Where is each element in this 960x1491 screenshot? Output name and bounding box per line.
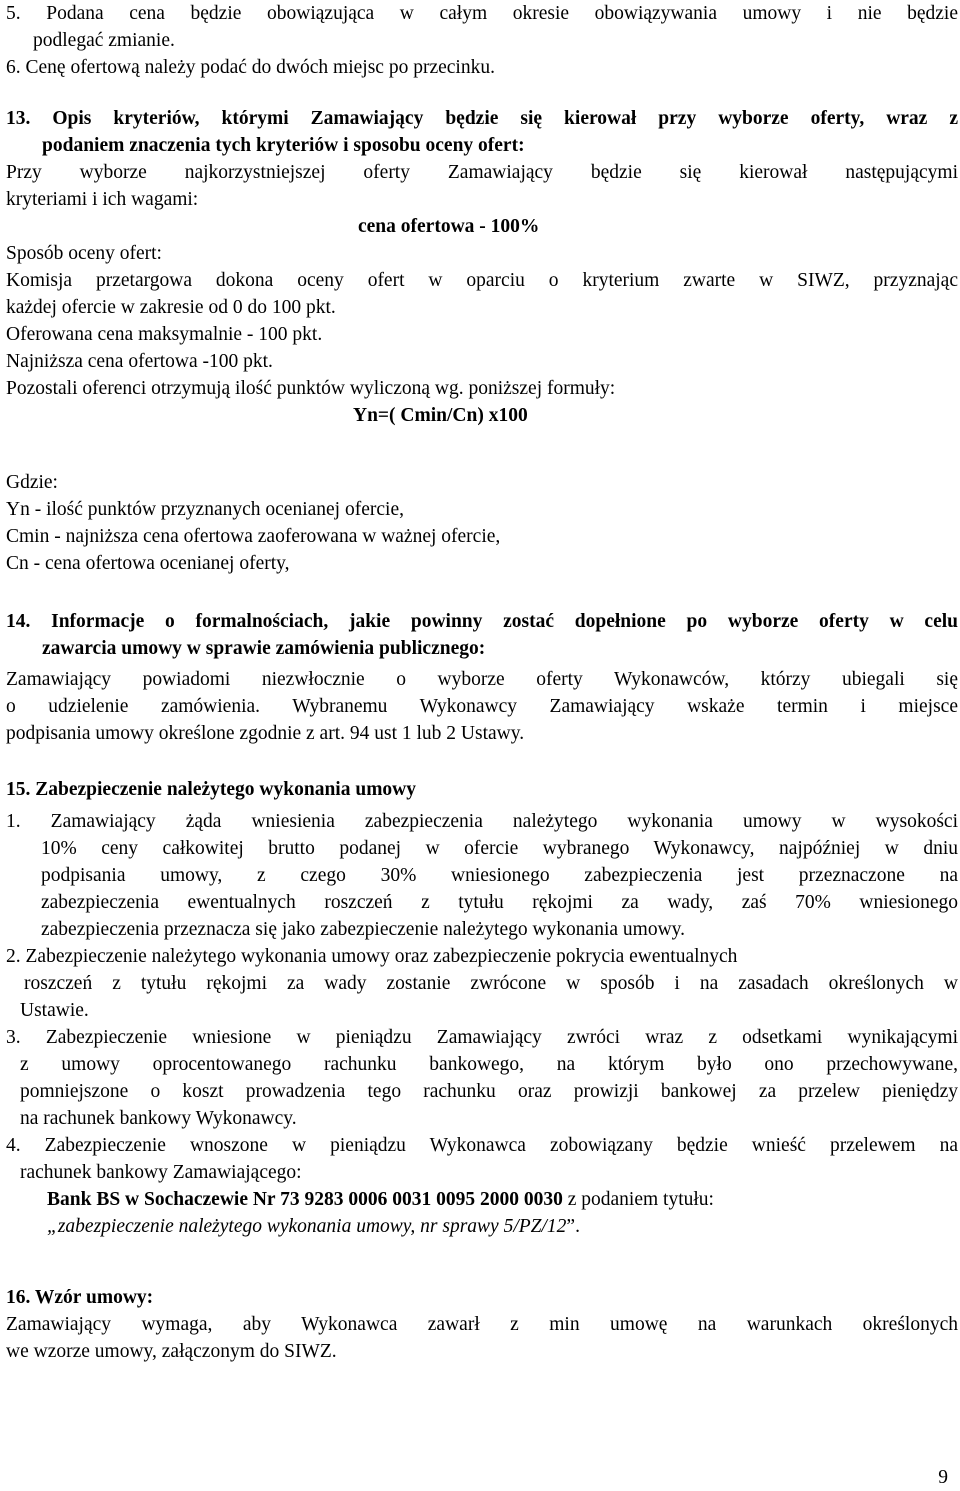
- text-line: Komisja przetargowa dokona oceny ofert w oparciu o kryterium zwarte w SIWZ, przyznając: [6, 270, 958, 291]
- text-line: 5. Podana cena będzie obowiązująca w całym okresie obowiązywania umowy i nie będzie: [6, 3, 958, 24]
- transfer-title: „zabezpieczenie należytego wykonania umowy, nr sprawy 5/PZ/12: [47, 1216, 567, 1237]
- bank-account: Bank BS w Sochaczewie Nr 73 9283 0006 0031 0095 2000 0030: [47, 1189, 563, 1210]
- text-line: 6. Cenę ofertową należy podać do dwóch miejsc po przecinku.: [6, 57, 495, 78]
- text-line: Sposób oceny ofert:: [6, 243, 162, 264]
- text-line: Ustawie.: [20, 1000, 89, 1021]
- text-line: pomniejszone o koszt prowadzenia tego rachunku oraz prowizji bankowej za przelew pieniędzy: [20, 1081, 958, 1102]
- section-15: [6, 776, 958, 1240]
- text-line: Yn - ilość punktów przyznanych ocenianej ofercie,: [6, 499, 404, 520]
- section-13: [6, 105, 958, 429]
- text-line: Zamawiający powiadomi niezwłocznie o wyborze oferty Wykonawców, którzy ubiegali się: [6, 669, 958, 690]
- list-item-1: 1. Zamawiający żąda wniesienia zabezpieczenia należytego wykonania umowy w wysokości: [6, 811, 958, 832]
- list-item-4: 4. Zabezpieczenie wnoszone w pieniądzu Wykonawca zobowiązany będzie wnieść przelewem na: [6, 1135, 958, 1156]
- text-line: we wzorze umowy, załączonym do SIWZ.: [6, 1341, 337, 1362]
- text-line: zabezpieczenia ewentualnych roszczeń z tytułu rękojmi za wady, zaś 70% wniesionego: [41, 892, 958, 913]
- section-heading: 16. Wzór umowy:: [6, 1287, 154, 1308]
- transfer-title-end: ”.: [566, 1216, 580, 1237]
- formula: Yn=( Cmin/Cn) x100: [353, 405, 528, 426]
- section-heading: zawarcia umowy w sprawie zamówienia publicznego:: [42, 638, 486, 659]
- section-heading: podaniem znaczenia tych kryteriów i sposobu oceny ofert:: [42, 135, 525, 156]
- text-line: podpisania umowy, z czego 30% wniesionego zabezpieczenia jest przeznaczone na: [41, 865, 958, 886]
- text-line: Cn - cena ofertowa ocenianej oferty,: [6, 553, 290, 574]
- transfer-title-line: [6, 1213, 958, 1240]
- text-line: roszczeń z tytułu rękojmi za wady zostanie zwrócone w sposób i na zasadach określonych w: [24, 973, 958, 994]
- text-line: Pozostali oferenci otrzymują ilość punktów wyliczoną wg. poniższej formuły:: [6, 378, 616, 399]
- list-item-3: 3. Zabezpieczenie wniesione w pieniądzu Zamawiający zwróci wraz z odsetkami wynikającymi: [6, 1027, 958, 1048]
- section-6: [6, 54, 958, 81]
- text-line: na rachunek bankowy Wykonawcy.: [20, 1108, 297, 1129]
- text-line: Oferowana cena maksymalnie - 100 pkt.: [6, 324, 323, 345]
- text-line: Najniższa cena ofertowa -100 pkt.: [6, 351, 273, 372]
- text-line: 10% ceny całkowitej brutto podanej w ofercie wybranego Wykonawcy, najpóźniej w dniu: [41, 838, 958, 859]
- section-heading: 14. Informacje o formalnościach, jakie powinny zostać dopełnione po wyborze oferty w celu: [6, 611, 958, 632]
- section-13-legend: [6, 469, 958, 577]
- text-line: zabezpieczenia przeznacza się jako zabezpieczenie należytego wykonania umowy.: [41, 919, 686, 940]
- text-line: o udzielenie zamówienia. Wybranemu Wykonawcy Zamawiający wskaże termin i miejsce: [6, 696, 958, 717]
- text-line: Cmin - najniższa cena ofertowa zaoferowana w ważnej ofercie,: [6, 526, 501, 547]
- text-line: kryteriami i ich wagami:: [6, 189, 199, 210]
- section-16: [6, 1284, 958, 1365]
- list-item-2: 2. Zabezpieczenie należytego wykonania umowy oraz zabezpieczenie pokrycia ewentualnych: [6, 946, 738, 967]
- criterion-label: cena ofertowa - 100%: [358, 216, 540, 237]
- bank-account-line: [6, 1186, 958, 1213]
- bank-suffix: z podaniem tytułu:: [562, 1189, 714, 1210]
- text-line: Przy wyborze najkorzystniejszej oferty Zamawiający będzie się kierował następującymi: [6, 162, 958, 183]
- text-line: Gdzie:: [6, 472, 58, 493]
- text-line: podlegać zmianie.: [33, 30, 175, 51]
- section-heading: 13. Opis kryteriów, którymi Zamawiający będzie się kierował przy wyborze oferty, wraz z: [6, 108, 958, 129]
- text-line: Zamawiający wymaga, aby Wykonawca zawarł z min umowę na warunkach określonych: [6, 1314, 958, 1335]
- text-line: rachunek bankowy Zamawiającego:: [20, 1162, 302, 1183]
- text-line: z umowy oprocentowanego rachunku bankowego, na którym było ono przechowywane,: [20, 1054, 958, 1075]
- page-number: 9: [938, 1467, 948, 1488]
- section-heading: 15. Zabezpieczenie należytego wykonania umowy: [6, 779, 417, 800]
- section-14: [6, 608, 958, 747]
- text-line: każdej ofercie w zakresie od 0 do 100 pkt.: [6, 297, 336, 318]
- text-line: podpisania umowy określone zgodnie z art. 94 ust 1 lub 2 Ustawy.: [6, 723, 525, 744]
- section-5: [6, 0, 958, 54]
